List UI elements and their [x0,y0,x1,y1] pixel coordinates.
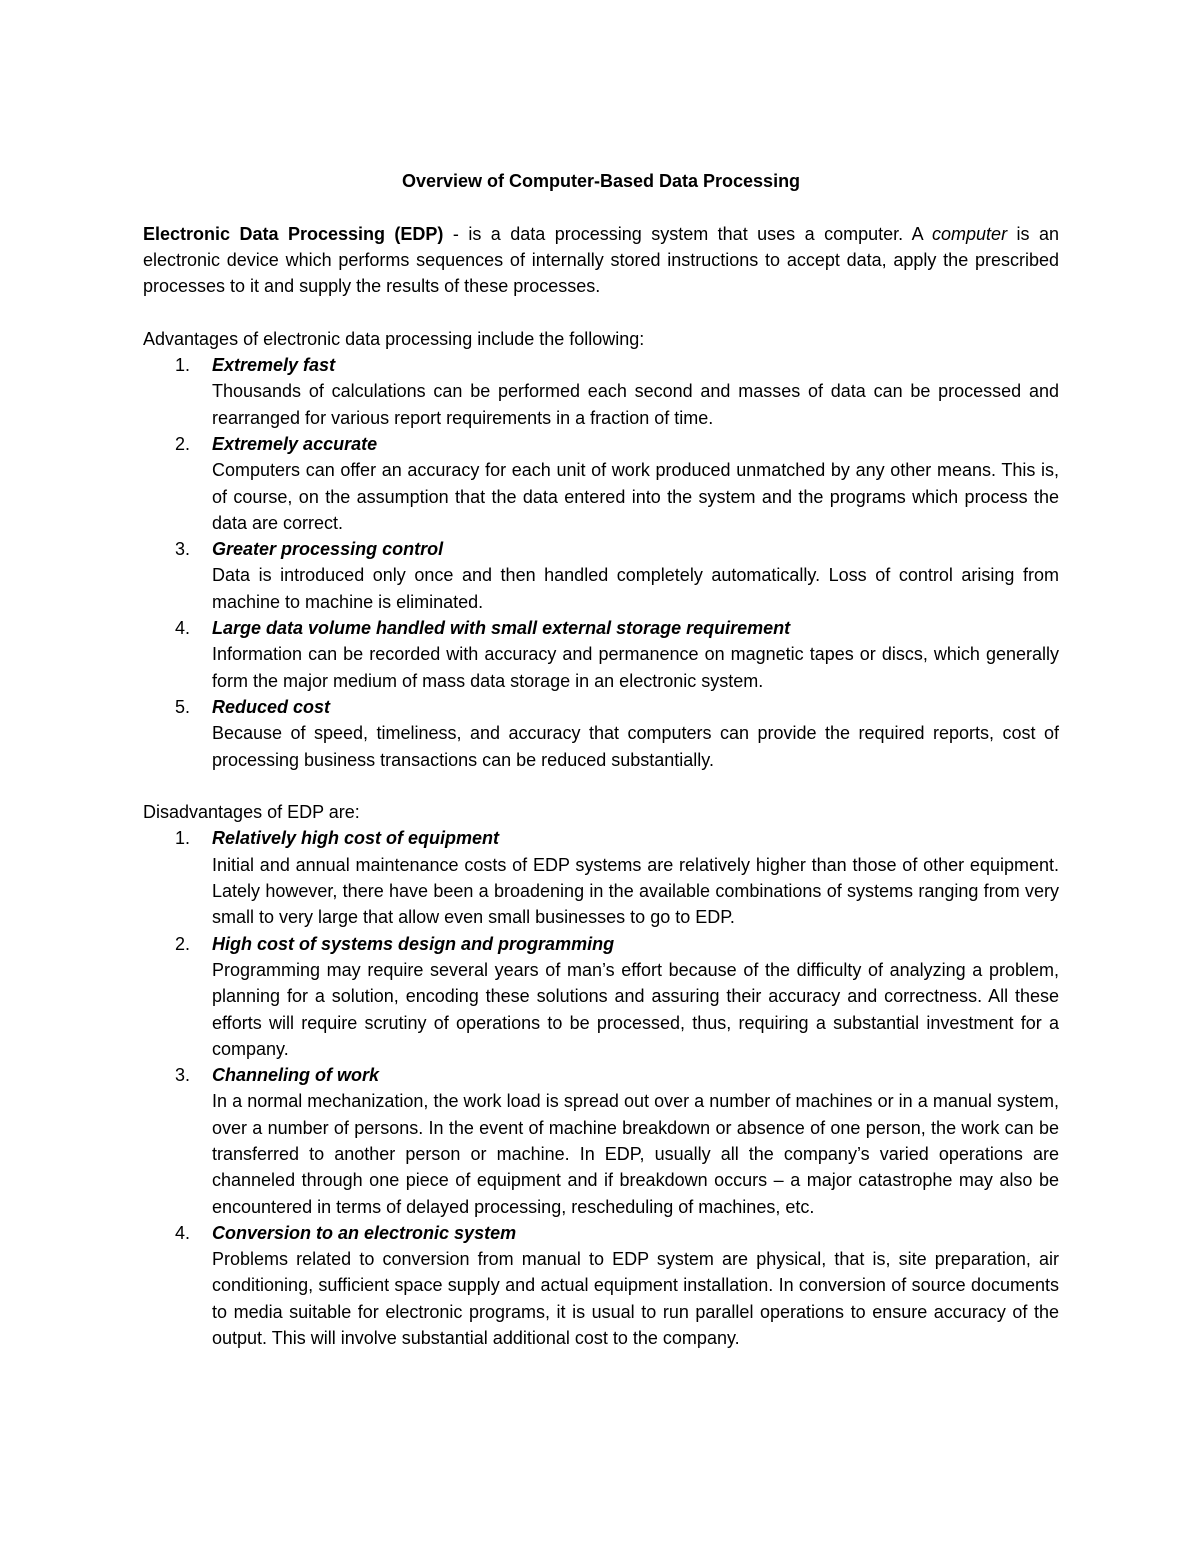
definition-emphasis: computer [932,223,1008,244]
definition-term: Electronic Data Processing (EDP) [143,223,444,244]
advantages-list [143,352,1059,773]
item-body: Initial and annual maintenance costs of EDP systems are relatively higher than those of other equipment. Lately however, there have been a broadening in the available combinations of systems ranging from very small to very large that allow even small businesses to go to EDP. [212,854,1059,928]
item-number: 4. [175,618,191,639]
advantage-item [143,536,1059,615]
advantage-item [143,431,1059,536]
definition-text-1: - is a data processing system that uses a computer. A [443,223,933,244]
item-body: Problems related to conversion from manual to EDP system are physical, that is, site preparation, air conditioning, sufficient space supply and actual equipment installation. In conversion of source documents to media suitable for electronic programs, it is usual to run parallel operations to ensure accuracy of the output. This will involve substantial additional cost to the company. [212,1249,1059,1349]
item-number: 5. [175,696,191,717]
advantage-item [143,694,1059,773]
advantages-intro: Advantages of electronic data processing include the following: [143,328,645,349]
advantage-item [143,615,1059,694]
item-number: 1. [175,828,191,849]
item-title: High cost of systems design and programming [212,933,615,954]
advantage-item [143,352,1059,431]
edp-definition [143,221,1059,300]
item-number: 3. [175,1065,191,1086]
definition-text-2: is an electronic device which performs sequences of internally stored instructions to accept data, apply the prescribed processes to it and supply the results of these processes. [143,223,1059,297]
disadvantages-list [143,825,1059,1351]
item-body: Programming may require several years of man’s effort because of the difficulty of analyzing a problem, planning for a solution, encoding these solutions and assuring their accuracy and correctness. All these efforts will require scrutiny of operations to be processed, thus, requiring a substantial investment for a company. [212,959,1059,1059]
item-number: 2. [175,433,191,454]
item-body: Computers can offer an accuracy for each unit of work produced unmatched by any other means. This is, of course, on the assumption that the data entered into the system and the programs which process the data are correct. [212,460,1059,533]
spacer [143,773,1059,799]
item-body: In a normal mechanization, the work load is spread out over a number of machines or in a manual system, over a number of persons. In the event of machine breakdown or absence of one person, the work can be transferred to another person or machine. In EDP, usually all the company’s varied operations are channeled through one piece of equipment and if breakdown occurs – a major catastrophe may also be encountered in terms of delayed processing, rescheduling of machines, etc. [212,1091,1059,1217]
item-title: Channeling of work [212,1065,380,1086]
item-body: Data is introduced only once and then handled completely automatically. Loss of control arising from machine to machine is eliminated. [212,565,1059,612]
spacer [143,194,1059,220]
disadvantage-item [143,1062,1059,1220]
item-number: 1. [175,355,191,376]
document-title: Overview of Computer-Based Data Processing [401,171,801,191]
item-number: 3. [175,539,191,560]
disadvantages-intro: Disadvantages of EDP are: [143,802,360,823]
item-number: 2. [175,933,191,954]
item-title: Conversion to an electronic system [212,1222,517,1243]
item-title: Relatively high cost of equipment [212,828,500,849]
item-body: Because of speed, timeliness, and accuracy that computers can provide the required reports, cost of processing business transactions can be reduced substantially. [212,723,1059,770]
item-body: Thousands of calculations can be performed each second and masses of data can be processed and rearranged for various report requirements in a fraction of time. [212,381,1059,428]
item-title: Extremely fast [212,355,336,376]
spacer [143,299,1059,325]
item-number: 4. [175,1222,191,1243]
item-body: Information can be recorded with accuracy and permanence on magnetic tapes or discs, which generally form the major medium of mass data storage in an electronic system. [212,644,1059,691]
item-title: Extremely accurate [212,433,378,454]
disadvantage-item [143,825,1059,930]
disadvantage-item [143,1220,1059,1351]
document-page [143,168,1059,1351]
item-title: Greater processing control [212,539,444,560]
item-title: Large data volume handled with small external storage requirement [212,618,791,639]
disadvantage-item [143,931,1059,1062]
item-title: Reduced cost [212,696,331,717]
